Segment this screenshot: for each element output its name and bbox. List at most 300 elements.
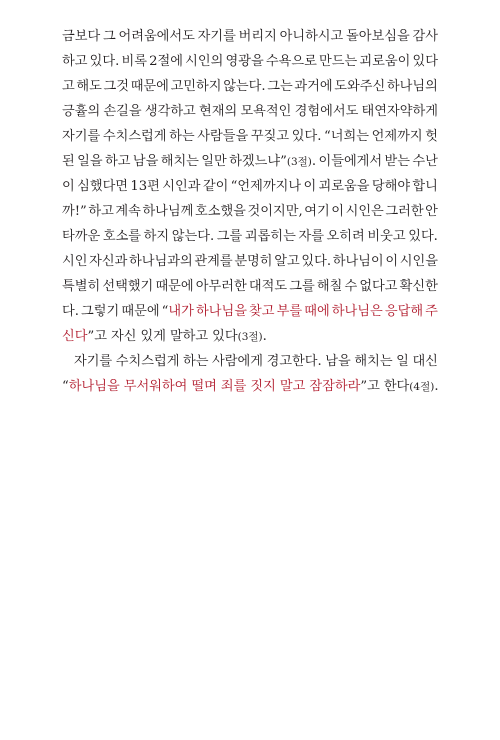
emphasis-text: 신다 [62, 329, 88, 344]
body-text: 긍휼의 [62, 104, 101, 119]
word [171, 74, 222, 99]
text-line [62, 274, 438, 299]
word [76, 74, 101, 99]
word [103, 99, 141, 124]
body-text: 하지 [143, 229, 170, 244]
body-text: 하겠느냐” [229, 154, 287, 169]
body-text: 시인과 [162, 179, 201, 194]
body-text: 때문에 [121, 304, 160, 319]
body-text: 확신한 [399, 279, 438, 294]
word [248, 199, 303, 224]
body-text: ”고 [87, 329, 107, 344]
body-text: 하나님의 [386, 79, 438, 94]
body-text: 이 [331, 204, 345, 219]
word [333, 249, 384, 274]
word [324, 124, 369, 149]
body-text: 고 [62, 79, 75, 94]
body-text: 있다. [408, 229, 438, 244]
body-text: 영광을 [225, 54, 264, 69]
word [295, 99, 359, 124]
word [145, 99, 196, 124]
word [231, 174, 301, 199]
word [155, 274, 193, 299]
word [130, 174, 160, 199]
body-text: “너희는 [324, 129, 369, 144]
body-text: 괴로움을 [318, 179, 370, 194]
text-line [62, 374, 438, 399]
word [116, 349, 180, 374]
word [240, 99, 291, 124]
text-line [62, 249, 438, 274]
word [217, 224, 242, 249]
body-text: 괴롭히는 [244, 229, 296, 244]
body-text: 돌아보심을 [346, 29, 410, 44]
word [118, 24, 194, 49]
word [196, 299, 247, 324]
word [198, 24, 236, 49]
body-text: . [434, 379, 439, 394]
word [62, 224, 100, 249]
word [239, 24, 277, 49]
word [327, 224, 365, 249]
word [103, 224, 141, 249]
body-text: 이들에게서 [318, 154, 383, 169]
body-text: 모욕적인 [240, 104, 292, 119]
text-line [62, 349, 438, 374]
word [111, 324, 136, 349]
word [149, 49, 183, 74]
body-text: 않는다. [223, 79, 266, 94]
word [425, 124, 438, 149]
word [267, 74, 292, 99]
body-text: 때문에 [130, 79, 169, 94]
body-text: 그것 [103, 79, 130, 94]
word [317, 274, 342, 299]
body-text: 시인을 [399, 254, 438, 269]
word [412, 149, 437, 174]
body-text: 당해야 [371, 179, 411, 194]
body-text: 이 [303, 179, 317, 194]
body-text: 사람들을 [197, 129, 249, 144]
word [413, 49, 438, 74]
word [161, 149, 199, 174]
word [408, 224, 438, 249]
body-text: 같이 [202, 179, 229, 194]
body-text: 호소했을 [194, 204, 246, 219]
citation-text: (3절) [237, 331, 263, 343]
body-text: 자를 [298, 229, 324, 244]
word [90, 49, 120, 74]
word [185, 49, 223, 74]
body-text: 해도 [76, 79, 102, 94]
body-text: 때문에 [155, 279, 194, 294]
body-text: ”고 [360, 379, 380, 394]
word [372, 124, 423, 149]
body-text: 만드는 [319, 54, 358, 69]
word [384, 374, 439, 399]
body-text: 자기를 [62, 129, 101, 144]
body-text: “ [62, 379, 69, 394]
word [354, 349, 392, 374]
body-text: 괴로움이 [359, 54, 411, 69]
word [385, 249, 398, 274]
emphasis-text: 하나님은 [331, 304, 383, 319]
word [197, 124, 248, 149]
body-text: 하고 [88, 204, 114, 219]
body-text: 사람에게 [212, 354, 264, 369]
word [74, 349, 112, 374]
word [124, 374, 188, 399]
word [385, 149, 410, 174]
word [226, 49, 264, 74]
word [294, 74, 332, 99]
body-text: 경고한다. [266, 354, 322, 369]
paragraph [62, 349, 438, 399]
body-text: 경험에서도 [294, 104, 359, 119]
word [344, 274, 357, 299]
word [334, 74, 385, 99]
word [234, 249, 272, 274]
body-text: 수치스럽게 [115, 354, 180, 369]
body-text: 이 [62, 179, 75, 194]
body-text: 알고 [274, 254, 300, 269]
word [359, 274, 397, 299]
word [396, 349, 409, 374]
body-text: 남을 [132, 154, 159, 169]
page-body [62, 24, 438, 399]
word [183, 349, 208, 374]
emphasis-text: 부를 [276, 304, 303, 319]
body-text: 그 [102, 29, 116, 44]
word [309, 374, 379, 399]
body-text: 해칠 [316, 279, 343, 294]
word [274, 249, 299, 274]
body-text: 자신 [110, 329, 137, 344]
body-text: 비웃고 [367, 229, 406, 244]
word [362, 99, 438, 124]
emphasis-text: 때에 [304, 304, 330, 319]
word [191, 374, 216, 399]
body-text: 2절에 [149, 54, 183, 69]
word [303, 174, 316, 199]
body-text: “언제까지나 [230, 179, 302, 194]
body-text: 그를 [289, 279, 315, 294]
body-text: 그렇기 [81, 304, 120, 319]
word [292, 124, 322, 149]
emphasis-text: 주 [425, 304, 438, 319]
body-text: 시인의 [185, 54, 224, 69]
word [199, 99, 237, 124]
body-text: 일 [396, 354, 409, 369]
word [212, 324, 267, 349]
body-text: 호소를 [102, 229, 142, 244]
body-text: 하나님과의 [129, 254, 193, 269]
text-line [62, 174, 438, 199]
word [115, 199, 140, 224]
body-text: 않는다. [171, 229, 215, 244]
word [102, 274, 153, 299]
emphasis-text: 하나님을 [68, 379, 120, 394]
body-text: 남을 [325, 354, 351, 369]
word [88, 199, 113, 224]
body-text: 대적도 [248, 279, 288, 294]
body-text: 선택했기 [102, 279, 154, 294]
body-text: 어려움에서도 [118, 29, 195, 44]
body-text: 자기를 [197, 29, 236, 44]
body-text: 자신과 [89, 254, 128, 269]
word [318, 149, 382, 174]
body-text: . [311, 154, 317, 169]
word [229, 149, 316, 174]
body-text: 그를 [216, 229, 243, 244]
emphasis-text: 잠잠하라 [309, 379, 361, 394]
word [319, 49, 357, 74]
word [277, 299, 302, 324]
word [121, 299, 159, 324]
body-text: 다. [62, 304, 79, 319]
body-text: 하고 [62, 54, 88, 69]
word [129, 249, 193, 274]
word [212, 349, 263, 374]
word [62, 99, 100, 124]
body-text: 태연자약하게 [361, 104, 438, 119]
emphasis-text: 짓지 [250, 379, 276, 394]
word [372, 174, 410, 199]
word [331, 199, 344, 224]
word [385, 199, 423, 224]
text-line [62, 199, 438, 224]
body-text: 하나님께 [142, 204, 194, 219]
word [62, 199, 87, 224]
emphasis-text: 말고 [279, 379, 306, 394]
word [289, 274, 314, 299]
body-text: 아무러한 [195, 279, 247, 294]
word [425, 199, 438, 224]
body-text: 수난 [412, 154, 438, 169]
word [105, 149, 130, 174]
word [267, 349, 322, 374]
word [169, 124, 194, 149]
word [89, 249, 127, 274]
word [104, 74, 129, 99]
word [385, 299, 423, 324]
body-text: 특별히 [62, 279, 101, 294]
body-text: 있다. [301, 254, 332, 269]
word [245, 224, 296, 249]
word [62, 174, 75, 199]
text-line [62, 124, 438, 149]
body-text: 합니 [412, 179, 438, 194]
word [298, 224, 323, 249]
emphasis-text: 찾고 [249, 304, 275, 319]
word [62, 249, 87, 274]
body-text: 타까운 [62, 229, 101, 244]
word [62, 124, 100, 149]
body-text: 안 [425, 204, 438, 219]
body-text: . [262, 329, 267, 344]
word [62, 24, 100, 49]
body-text: 있다. [291, 129, 322, 144]
word [280, 24, 344, 49]
emphasis-text: 무서워하여 [123, 379, 188, 394]
body-text: 하는 [169, 129, 195, 144]
emphasis-text: 내가 [168, 304, 194, 319]
word [81, 299, 119, 324]
body-text: 언제까지 [371, 129, 423, 144]
paragraph [62, 24, 438, 349]
word [131, 74, 169, 99]
emphasis-text: 하나님을 [195, 304, 247, 319]
text-line [62, 49, 438, 74]
text-line [62, 299, 438, 324]
word [121, 49, 146, 74]
word [301, 249, 331, 274]
word [140, 324, 165, 349]
word [346, 24, 410, 49]
word [62, 149, 75, 174]
word [223, 74, 265, 99]
word [412, 349, 437, 374]
word [103, 124, 167, 149]
word [62, 274, 100, 299]
body-text: 받는 [384, 154, 411, 169]
body-text: 시인 [62, 254, 88, 269]
body-text: 아니하시고 [279, 29, 344, 44]
word [413, 24, 438, 49]
body-text: 도와주신 [334, 79, 386, 94]
word [77, 174, 128, 199]
body-text: 관계를 [194, 254, 233, 269]
body-text: 한다 [383, 379, 410, 394]
word [62, 349, 70, 374]
text-line [62, 24, 438, 49]
body-text: 고민하지 [170, 79, 222, 94]
word [62, 374, 120, 399]
body-text: 있다 [412, 54, 438, 69]
word [400, 274, 438, 299]
text-line [62, 224, 438, 249]
body-text: 있게 [140, 329, 166, 344]
text-line [62, 149, 438, 174]
word [319, 174, 370, 199]
word [142, 199, 193, 224]
emphasis-text: 응답해 [384, 304, 424, 319]
word [196, 274, 247, 299]
body-text: 여기 [304, 204, 330, 219]
body-text: 수 [344, 279, 358, 294]
word [62, 74, 75, 99]
word [203, 174, 228, 199]
body-text: 분명히 [234, 254, 273, 269]
body-text: 손길을 [103, 104, 142, 119]
body-text: 감사 [412, 29, 438, 44]
body-text: 해치는 [354, 354, 393, 369]
body-text: 버리지 [238, 29, 277, 44]
word [249, 299, 274, 324]
body-text: 꾸짖고 [250, 129, 290, 144]
body-text: 일을 [77, 154, 103, 169]
body-text: 13편 [130, 179, 160, 194]
body-text: 시인은 [345, 204, 384, 219]
word [325, 349, 350, 374]
body-text: 없다고 [359, 279, 398, 294]
text-line [62, 324, 438, 349]
body-text: 일만 [201, 154, 227, 169]
word [266, 49, 317, 74]
word [304, 199, 329, 224]
word [400, 249, 438, 274]
body-text: 그는 [267, 79, 293, 94]
emphasis-text: 떨며 [191, 379, 217, 394]
body-text: 해치는 [160, 154, 199, 169]
body-text: 계속 [115, 204, 141, 219]
body-text: 있다 [212, 329, 238, 344]
body-text: 하는 [183, 354, 209, 369]
body-text: 대신 [412, 354, 438, 369]
body-text: 된 [62, 154, 75, 169]
body-text: 오히려 [326, 229, 365, 244]
body-text: 비록 [121, 54, 147, 69]
word [62, 324, 107, 349]
body-text: “ [161, 304, 169, 319]
citation-text: (4절) [409, 381, 435, 393]
word [250, 374, 275, 399]
body-text: 현재의 [199, 104, 238, 119]
citation-text: (3절) [286, 156, 312, 168]
body-text: 말하고 [169, 329, 209, 344]
body-text: 하나님이 [332, 254, 384, 269]
body-text: 수치스럽게 [102, 129, 167, 144]
word [387, 74, 438, 99]
word [412, 174, 437, 199]
word [144, 224, 169, 249]
word [201, 149, 226, 174]
word [304, 299, 329, 324]
body-text: 이 [385, 254, 399, 269]
word [359, 49, 410, 74]
body-text: 그러한 [385, 204, 424, 219]
word [346, 199, 384, 224]
word [280, 374, 305, 399]
body-text: 자기를 [73, 354, 113, 369]
word [62, 299, 79, 324]
word [251, 124, 289, 149]
word [77, 149, 102, 174]
body-text: 수욕으로 [265, 54, 317, 69]
word [133, 149, 158, 174]
body-text: 과거에 [294, 79, 333, 94]
word [367, 224, 405, 249]
word [62, 49, 87, 74]
word [162, 299, 194, 324]
word [170, 324, 208, 349]
text-line [62, 99, 438, 124]
body-text: 금보다 [62, 29, 101, 44]
word [194, 249, 232, 274]
word [332, 299, 383, 324]
body-text: 하고 [104, 154, 131, 169]
emphasis-text: 죄를 [220, 379, 247, 394]
word [195, 199, 246, 224]
body-text: 생각하고 [144, 104, 196, 119]
body-text: 것이지만, [247, 204, 303, 219]
word [103, 24, 116, 49]
body-text: 까!” [62, 204, 87, 219]
word [249, 274, 287, 299]
body-text: 헛 [425, 129, 438, 144]
text-line [62, 74, 438, 99]
word [425, 299, 438, 324]
